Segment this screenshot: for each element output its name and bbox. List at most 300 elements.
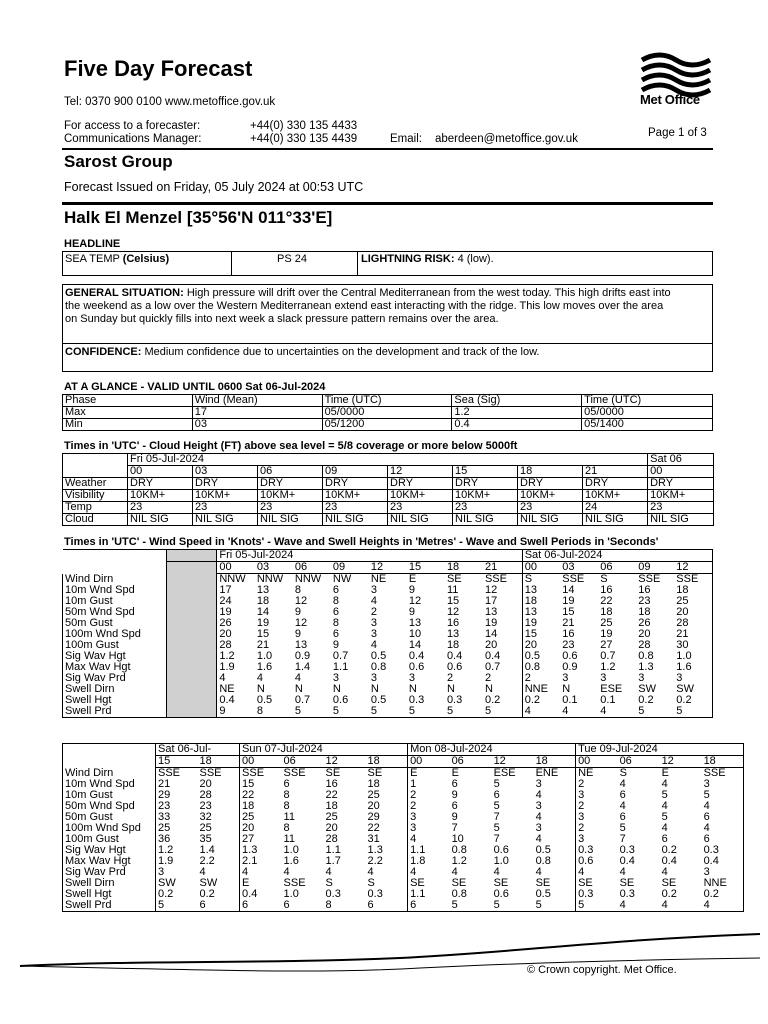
table-cell: 0.2	[483, 695, 522, 706]
confidence-box	[62, 343, 713, 372]
table-cell: 6	[332, 628, 340, 640]
table-cell: 5	[450, 900, 492, 912]
table-row	[63, 395, 713, 407]
table-cell: 2	[410, 800, 417, 812]
table-cell: Max Wav Hgt	[63, 856, 156, 867]
table-cell: 50m Gust	[63, 618, 167, 629]
table-cell: 3	[408, 672, 416, 684]
table-cell: 1	[410, 778, 417, 790]
table-cell: 0.5	[256, 694, 273, 706]
table-cell: 15	[446, 595, 460, 607]
email-label: Email:	[390, 133, 422, 145]
table-cell: DRY	[128, 478, 193, 490]
table-cell: 0.8	[451, 844, 467, 856]
table-cell: NNE	[524, 683, 548, 695]
table-row	[63, 490, 714, 502]
table-cell: N	[483, 684, 522, 695]
table-cell: ESE	[600, 683, 623, 695]
table-cell: 3	[578, 833, 585, 845]
table-cell: 18	[638, 606, 651, 618]
table-cell: 20	[198, 779, 240, 790]
table-cell: 6	[240, 900, 282, 912]
table-cell: 35	[198, 834, 240, 845]
table-cell: 3	[562, 672, 569, 684]
table-cell: 23	[518, 502, 583, 514]
table-cell: 17	[192, 407, 322, 419]
table-cell: 0.3	[702, 845, 744, 856]
table-cell: 0.4	[452, 419, 582, 431]
table-cell: 8	[283, 822, 290, 834]
copyright: © Crown copyright. Met Office.	[527, 964, 677, 976]
table-cell: 4	[618, 900, 660, 912]
table-cell: 2.1	[242, 855, 258, 867]
table-row	[63, 454, 714, 466]
table-cell: 0.6	[408, 661, 425, 673]
table-cell: 00	[240, 756, 282, 768]
table-cell: E	[451, 767, 459, 779]
table-cell: 03	[560, 562, 598, 574]
table-cell: Sea (Sig)	[452, 395, 582, 407]
table-cell: 10KM+	[323, 490, 388, 502]
table-cell: NIL SIG	[453, 514, 518, 526]
table-cell: 18	[198, 756, 240, 768]
table-cell: 23	[648, 502, 714, 514]
table-cell: 21	[562, 617, 575, 629]
table-cell: 3	[638, 672, 645, 684]
table-cell: 5	[674, 706, 712, 718]
table-cell: 10m Gust	[63, 790, 156, 801]
table-cell: 20	[219, 628, 232, 640]
table-cell: 5	[492, 900, 534, 912]
table-cell: 23	[198, 801, 240, 812]
table-cell: 2.2	[198, 856, 240, 867]
table-cell: 00	[408, 756, 450, 768]
table-cell: 100m Gust	[63, 640, 167, 651]
table-row	[63, 629, 713, 640]
table-cell	[63, 466, 128, 478]
table-cell: 18	[325, 800, 338, 812]
table-cell	[167, 640, 217, 651]
table-cell: 6	[408, 900, 450, 912]
table-cell: Cloud	[63, 514, 128, 526]
table-cell: 4	[219, 672, 226, 684]
table-cell: Wind Dirn	[63, 574, 167, 586]
table-cell: 4	[410, 833, 417, 845]
table-cell: 5	[534, 900, 576, 912]
table-cell: 3	[158, 866, 165, 878]
table-cell: 5	[636, 706, 674, 718]
table-cell: 0.3	[578, 844, 594, 856]
table-cell: 19	[562, 595, 575, 607]
table-cell: 12	[294, 617, 308, 629]
table-cell: 6	[451, 800, 458, 812]
footer-wave-icon	[0, 930, 768, 990]
table-cell: 23	[638, 595, 651, 607]
table-cell: 28	[674, 618, 712, 629]
table-cell: SSE	[242, 767, 265, 779]
table-cell: 18	[702, 756, 744, 768]
table-cell	[63, 744, 156, 756]
table-cell: 3	[370, 672, 378, 684]
confidence-label: CONFIDENCE:	[65, 346, 142, 358]
table-cell: 1.0	[493, 855, 509, 867]
table-cell: Sig Wav Hgt	[63, 651, 167, 662]
table-cell: 21	[256, 639, 270, 651]
table-cell: 0.7	[294, 694, 311, 706]
table-cell: 4	[702, 900, 744, 912]
table-cell: 13	[524, 606, 537, 618]
table-cell: 13	[446, 628, 460, 640]
table-cell: 2	[578, 778, 585, 790]
table-cell: 0.4	[483, 651, 522, 662]
table-cell: 29	[366, 812, 408, 823]
table-cell: N	[332, 683, 341, 695]
table-cell: 18	[524, 595, 537, 607]
table-cell: NIL SIG	[583, 514, 648, 526]
table-cell: 15	[524, 628, 537, 640]
table-cell: 18	[674, 585, 712, 596]
table-cell	[167, 574, 217, 586]
table-cell: 4	[619, 800, 626, 812]
table-cell: 25	[366, 790, 408, 801]
table-cell: E	[410, 767, 418, 779]
table-cell: 03	[192, 419, 322, 431]
table-cell: 10m Gust	[63, 596, 167, 607]
table-cell: 16	[600, 584, 613, 596]
table-cell: 4	[661, 800, 668, 812]
table-cell: Swell Dirn	[63, 684, 167, 695]
table-cell: 5	[407, 706, 445, 718]
table-cell: NNE	[702, 878, 744, 889]
table-cell: 4	[534, 790, 576, 801]
table-cell: 0.4	[446, 650, 463, 662]
table-cell: Visibility	[63, 490, 128, 502]
access-label: For access to a forecaster:	[64, 120, 201, 132]
table-cell: 3	[332, 672, 340, 684]
table-cell: 25	[325, 811, 338, 823]
table-cell: 6	[702, 834, 744, 845]
table-cell: SE	[366, 768, 408, 780]
table-cell: 6	[198, 900, 240, 912]
table-cell: 05/1400	[582, 419, 713, 431]
table-cell: 12	[483, 585, 522, 596]
table-cell: S	[366, 878, 408, 889]
table-cell: 10	[408, 628, 422, 640]
table-cell: 0.5	[534, 889, 576, 900]
table-cell: SE	[451, 877, 467, 889]
client-name: Sarost Group	[64, 152, 173, 171]
table-cell: 21	[158, 778, 171, 790]
page-number: Page 1 of 3	[648, 127, 707, 139]
table-cell: Sun 07-Jul-2024	[240, 744, 408, 756]
table-cell: NE	[578, 767, 594, 779]
table-cell: 6	[332, 606, 340, 618]
table-cell: 13	[524, 584, 537, 596]
table-cell: 6	[619, 789, 626, 801]
table-cell: 5	[369, 706, 407, 718]
table-row	[63, 419, 713, 431]
table-cell	[167, 618, 217, 629]
wind-title: Times in 'UTC' - Wind Speed in 'Knots' - Wave and Swell Heights in 'Metres' - Wave and Swell Periods in 'Seconds'	[64, 536, 659, 548]
table-cell: SSE	[562, 573, 585, 585]
issued-line: Forecast Issued on Friday, 05 July 2024 at 00:53 UTC	[64, 180, 364, 194]
table-cell: 0.6	[493, 844, 509, 856]
table-cell: 05/0000	[322, 407, 452, 419]
table-cell: 5	[661, 811, 668, 823]
table-cell: 12	[660, 756, 702, 768]
table-row	[63, 662, 713, 673]
lightning-value: 4 (low).	[457, 253, 494, 265]
met-office-logo-text: Met Office	[640, 92, 700, 107]
table-cell	[167, 585, 217, 596]
table-cell: Sig Wav Hgt	[63, 845, 156, 856]
table-cell: E	[408, 573, 417, 585]
cell-divider	[357, 252, 358, 275]
table-cell: 22	[600, 595, 613, 607]
table-cell: 0.6	[446, 661, 463, 673]
table-cell: 28	[198, 790, 240, 801]
table-cell: 5	[493, 822, 500, 834]
table-cell: NIL SIG	[193, 514, 258, 526]
table-cell: 18	[518, 466, 583, 478]
table-cell: DRY	[453, 478, 518, 490]
table-cell: 1.0	[283, 844, 299, 856]
table-cell: 4	[410, 866, 417, 878]
table-cell: 20	[366, 801, 408, 812]
table-cell: 1.9	[158, 855, 174, 867]
table-cell: 0.5	[524, 650, 541, 662]
table-cell: 0.2	[661, 888, 677, 900]
table-cell: 00	[576, 756, 618, 768]
table-row	[63, 596, 713, 607]
table-cell: 4	[256, 672, 263, 684]
table-cell: ENE	[534, 768, 576, 780]
table-cell: 0.5	[370, 650, 387, 662]
table-cell: 03	[255, 562, 293, 574]
table-cell: 9	[294, 606, 301, 618]
table-cell: 0.6	[332, 694, 349, 706]
table-cell	[167, 673, 217, 684]
table-cell: Tue 09-Jul-2024	[576, 744, 744, 756]
table-cell: 4	[661, 778, 668, 790]
table-cell: 16	[562, 628, 575, 640]
table-cell: 24	[583, 502, 648, 514]
table-cell: 10KM+	[388, 490, 453, 502]
table-cell: 1.1	[410, 888, 426, 900]
table-cell: 22	[242, 789, 255, 801]
table-cell: 4	[370, 595, 378, 607]
table-cell: 4	[661, 822, 668, 834]
table-cell: NW	[332, 573, 352, 585]
table-cell: 3	[370, 584, 378, 596]
table-cell: 09	[636, 562, 674, 574]
table-cell: DRY	[323, 478, 388, 490]
table-cell: 29	[158, 789, 171, 801]
table-cell	[167, 651, 217, 662]
table-cell: NE	[219, 683, 235, 695]
table-cell: 26	[638, 617, 651, 629]
table-cell	[63, 562, 167, 574]
general-line1: High pressure will drift over the Central Mediterranean from the west today. This high drifts east into	[183, 287, 671, 299]
table-cell: 09	[331, 562, 369, 574]
table-cell	[63, 756, 156, 768]
table-cell: 2	[524, 672, 531, 684]
table-cell: 21	[483, 562, 522, 574]
table-cell: E	[242, 877, 250, 889]
table-row	[63, 466, 714, 478]
table-cell: Sig Wav Prd	[63, 673, 167, 684]
table-cell: 8	[283, 789, 290, 801]
table-cell: 6	[283, 778, 290, 790]
table-cell: 2	[578, 800, 585, 812]
table-cell: 26	[219, 617, 232, 629]
table-cell: 100m Wnd Spd	[63, 629, 167, 640]
table-cell	[167, 607, 217, 618]
table-cell: 4	[619, 866, 626, 878]
table-cell: 1.6	[674, 662, 712, 673]
table-row	[63, 706, 713, 718]
table-cell: Sat 06-Jul-2024	[522, 550, 712, 562]
table-cell: 0.6	[578, 855, 594, 867]
table-cell: 9	[408, 584, 416, 596]
table-cell: 23	[258, 502, 323, 514]
table-cell: 4	[451, 866, 458, 878]
table-cell: S	[524, 573, 533, 585]
table-cell	[167, 562, 217, 574]
table-cell: 25	[600, 617, 613, 629]
table-cell: 0.2	[158, 888, 174, 900]
access-phone: +44(0) 330 135 4433	[250, 120, 358, 132]
table-cell: Sig Wav Prd	[63, 867, 156, 878]
table-cell: 15	[156, 756, 198, 768]
table-row	[63, 550, 713, 562]
table-cell: 9	[408, 606, 416, 618]
table-cell: 2	[446, 672, 454, 684]
table-cell: 1.6	[256, 661, 273, 673]
table-cell: 1.1	[410, 844, 426, 856]
table-cell: 28	[325, 833, 338, 845]
table-cell: 10KM+	[648, 490, 714, 502]
table-cell: SE	[446, 573, 462, 585]
cloud-table	[62, 453, 714, 526]
table-row	[63, 756, 744, 768]
table-cell: 7	[451, 822, 458, 834]
table-cell: 4	[560, 706, 598, 718]
table-cell: 0.8	[524, 661, 541, 673]
table-cell: 6	[493, 789, 500, 801]
table-cell: SE	[619, 877, 635, 889]
table-cell: 0.9	[294, 650, 311, 662]
table-cell: 16	[638, 584, 651, 596]
glance-table	[62, 394, 713, 431]
table-cell: 19	[219, 606, 232, 618]
table-cell: Min	[63, 419, 193, 431]
table-cell	[167, 662, 217, 673]
table-cell: 0.7	[600, 650, 616, 662]
table-cell: 30	[674, 640, 712, 651]
table-cell: 18	[446, 639, 460, 651]
table-row	[63, 514, 714, 526]
table-cell: 8	[283, 800, 290, 812]
table-cell: 20	[638, 628, 651, 640]
table-cell: 16	[446, 617, 460, 629]
table-cell: 12	[324, 756, 366, 768]
table-cell: 00	[648, 466, 714, 478]
table-cell: 3	[370, 617, 378, 629]
table-cell: 10KM+	[453, 490, 518, 502]
table-cell: 4	[242, 866, 249, 878]
table-cell: DRY	[193, 478, 258, 490]
table-cell: 9	[451, 811, 458, 823]
table-cell: 10	[451, 833, 464, 845]
table-cell: 1.1	[332, 661, 349, 673]
table-cell: 100m Wnd Spd	[63, 823, 156, 834]
table-cell: 13	[256, 584, 270, 596]
table-cell: 16	[325, 778, 338, 790]
table-cell: 5	[576, 900, 618, 912]
table-cell: Temp	[63, 502, 128, 514]
table-cell: 20	[524, 639, 537, 651]
table-cell: 06	[258, 466, 323, 478]
table-cell: 12	[446, 606, 460, 618]
comms-phone: +44(0) 330 135 4439	[250, 133, 358, 145]
cell-divider	[231, 252, 232, 275]
table-cell: 06	[618, 756, 660, 768]
table-cell: 0.4	[242, 888, 258, 900]
table-cell: S	[600, 573, 608, 585]
table-cell: 0.5	[534, 845, 576, 856]
table-cell: 0.8	[638, 650, 654, 662]
table-cell: Swell Prd	[63, 900, 156, 912]
table-cell: 7	[493, 833, 500, 845]
table-cell: 00	[128, 466, 193, 478]
table-cell: SSE	[674, 574, 712, 586]
table-cell	[63, 550, 167, 562]
table-cell: 13	[294, 639, 308, 651]
table-cell: 27	[242, 833, 255, 845]
page-title: Five Day Forecast	[64, 56, 253, 81]
table-cell: 11	[283, 833, 295, 845]
headline-label: HEADLINE	[64, 238, 121, 250]
table-cell: 9	[451, 789, 458, 801]
table-cell: ESE	[493, 767, 516, 779]
table-cell: 0.3	[619, 888, 635, 900]
table-cell: 0.7	[332, 650, 349, 662]
table-cell: 3	[534, 823, 576, 834]
table-cell: NE	[370, 573, 387, 585]
table-cell: 10KM+	[258, 490, 323, 502]
cloud-title: Times in 'UTC' - Cloud Height (FT) above sea level = 5/8 coverage or more below 5000ft	[64, 440, 518, 452]
table-cell	[167, 706, 217, 718]
table-cell: 8	[255, 706, 293, 718]
table-cell: 10KM+	[583, 490, 648, 502]
table-cell: 1.3	[638, 661, 654, 673]
table-cell: N	[256, 683, 265, 695]
table-cell: 6	[661, 833, 668, 845]
table-cell: 17	[483, 596, 522, 607]
table-cell: 18	[242, 800, 255, 812]
table-cell: 5	[156, 900, 198, 912]
table-cell: 20	[325, 822, 338, 834]
table-cell: 6	[619, 811, 626, 823]
glance-title: AT A GLANCE - VALID UNTIL 0600 Sat 06-Jul-2024	[64, 381, 326, 393]
table-cell: 15	[242, 778, 255, 790]
table-cell: Phase	[63, 395, 193, 407]
table-cell: 0.8	[370, 661, 387, 673]
table-cell: 28	[638, 639, 651, 651]
sea-temp-value: PS 24	[277, 253, 307, 265]
table-cell: 09	[323, 466, 388, 478]
